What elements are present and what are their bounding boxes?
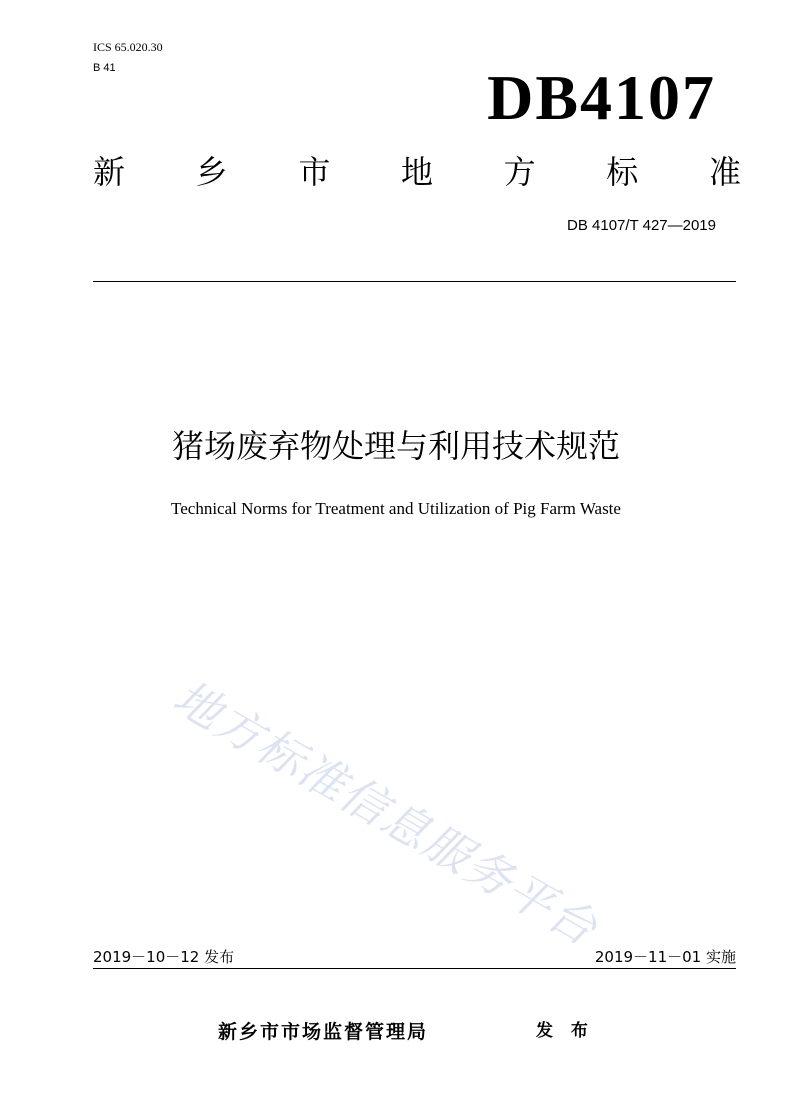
standard-type-char: 地 (400, 153, 433, 191)
standard-type-heading (93, 152, 741, 192)
implementation-date: 2019－11－01 实施 (594, 948, 736, 966)
document-title-english: Technical Norms for Treatment and Utilization of Pig Farm Waste (171, 499, 621, 518)
standard-type-char: 准 (708, 153, 741, 191)
issue-date: 2019－10－12 发布 (93, 948, 235, 966)
issuing-authority: 新乡市市场监督管理局 (218, 1021, 429, 1043)
standard-number: DB 4107/T 427—2019 (567, 217, 716, 234)
standard-type-char: 新 (93, 153, 126, 191)
issue-label: 发 布 (536, 1021, 594, 1041)
standard-type-char: 乡 (195, 153, 228, 191)
ccs-code: B 41 (93, 62, 116, 74)
standard-code-title: DB4107 (487, 62, 716, 133)
footer-divider (93, 968, 736, 969)
standard-type-char: 市 (298, 153, 331, 191)
ics-code: ICS 65.020.30 (93, 40, 163, 54)
watermark: 地方标准信息服务平台 (164, 669, 608, 957)
standard-type-char: 标 (606, 153, 639, 191)
standard-type-char: 方 (503, 153, 536, 191)
header-divider (93, 281, 736, 282)
document-title-chinese: 猪场废弃物处理与利用技术规范 (171, 427, 620, 465)
